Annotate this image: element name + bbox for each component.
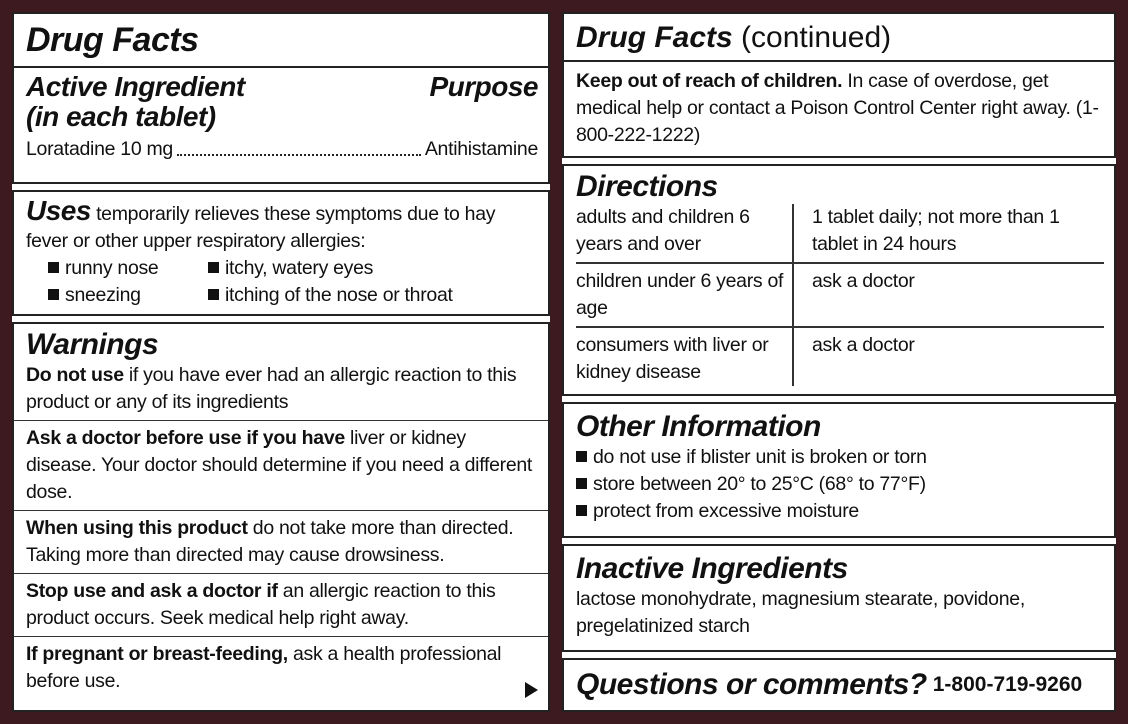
- list-item: itching of the nose or throat: [208, 282, 538, 309]
- active-ingredient-panel: [12, 12, 550, 184]
- continued-title: Drug Facts (continued): [576, 21, 892, 54]
- title-rule: [14, 66, 548, 68]
- directions-table: [576, 204, 1104, 386]
- other-information-heading: Other Information: [576, 410, 821, 443]
- questions-phone: 1-800-719-9260: [932, 673, 1083, 696]
- active-ingredient-heading: Active Ingredient: [26, 71, 245, 102]
- inactive-ingredients-panel: [562, 544, 1116, 652]
- warning-stop-use: Stop use and ask a doctor if an allergic reaction to this product occurs. Seek medical help right away.: [26, 580, 496, 629]
- warning-do-not-use: Do not use if you have ever had an allergic reaction to this product or any of its ingredients: [26, 364, 517, 413]
- list-item: store between 20° to 25°C (68° to 77°F): [576, 471, 1104, 498]
- directions-panel: [562, 164, 1116, 396]
- keep-out-panel: [562, 12, 1116, 158]
- table-cell: adults and children 6 years and over: [576, 204, 793, 263]
- warnings-heading: Warnings: [26, 328, 159, 361]
- square-bullet-icon: [576, 451, 587, 462]
- warning-when-using: When using this product do not take more than directed. Taking more than directed may cause drowsiness.: [26, 517, 514, 566]
- right-column: [562, 12, 1116, 712]
- directions-heading: Directions: [576, 170, 718, 203]
- square-bullet-icon: [208, 262, 219, 273]
- warnings-panel: [12, 322, 550, 712]
- table-cell: children under 6 years of age: [576, 263, 793, 327]
- dot-leader: [177, 136, 421, 156]
- square-bullet-icon: [576, 505, 587, 516]
- list-item: itchy, watery eyes: [208, 255, 538, 282]
- list-item: do not use if blister unit is broken or torn: [576, 444, 1104, 471]
- uses-text: [26, 196, 538, 255]
- uses-panel: [12, 190, 550, 316]
- keep-out-text: Keep out of reach of children. In case of overdose, get medical help or contact a Poison Control Center right away. (1-800-222-1222): [576, 70, 1099, 146]
- table-row: [576, 263, 1104, 327]
- square-bullet-icon: [48, 289, 59, 300]
- list-item: sneezing: [48, 282, 208, 309]
- list-item: protect from excessive moisture: [576, 498, 1104, 525]
- list-item: runny nose: [48, 255, 208, 282]
- inactive-ingredients-text: lactose monohydrate, magnesium stearate, povidone, pregelatinized starch: [576, 588, 1025, 637]
- continue-arrow-icon: [525, 682, 538, 698]
- warning-pregnant: If pregnant or breast-feeding, ask a health professional before use.: [26, 643, 502, 692]
- ingredient-row: [26, 136, 538, 163]
- other-information-panel: [562, 402, 1116, 538]
- square-bullet-icon: [208, 289, 219, 300]
- table-cell: ask a doctor: [793, 263, 1104, 327]
- inactive-ingredients-heading: Inactive Ingredients: [576, 552, 848, 585]
- active-ingredient-subheading: (in each tablet): [26, 101, 216, 132]
- drug-facts-title: Drug Facts: [26, 21, 199, 59]
- warning-ask-doctor: Ask a doctor before use if you have liver or kidney disease. Your doctor should determine if you need a different dose.: [26, 427, 533, 503]
- uses-heading: Uses: [26, 195, 91, 226]
- ingredient-purpose: Antihistamine: [424, 138, 538, 160]
- table-row: [576, 204, 1104, 263]
- uses-bullets: [26, 255, 538, 309]
- questions-panel: [562, 658, 1116, 712]
- square-bullet-icon: [48, 262, 59, 273]
- table-cell: ask a doctor: [793, 327, 1104, 386]
- table-row: [576, 327, 1104, 386]
- table-cell: consumers with liver or kidney disease: [576, 327, 793, 386]
- square-bullet-icon: [576, 478, 587, 489]
- ingredient-name: Loratadine 10 mg: [26, 138, 173, 160]
- column-divider: [550, 0, 562, 724]
- left-column: [12, 12, 550, 712]
- purpose-heading: Purpose: [429, 71, 538, 102]
- table-cell: 1 tablet daily; not more than 1 tablet in 24 hours: [812, 206, 1060, 255]
- uses-description: temporarily relieves these symptoms due to hay fever or other upper respiratory allergies:: [26, 203, 496, 252]
- questions-label: Questions or comments?: [576, 668, 927, 701]
